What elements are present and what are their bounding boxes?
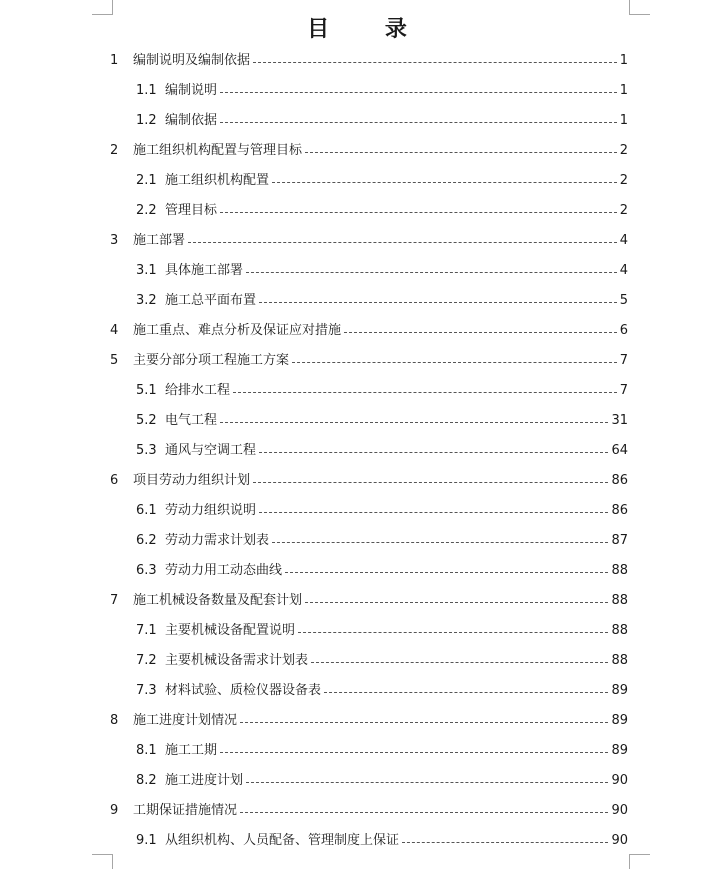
toc-entry-label: 编制说明 (165, 83, 218, 98)
toc-entry-label: 施工进度计划情况 (133, 713, 238, 728)
toc-entry[interactable] (110, 346, 628, 376)
toc-entry-number: 7.1 (136, 623, 157, 638)
toc-entry-number: 6.1 (136, 503, 157, 518)
toc-entry[interactable] (136, 286, 628, 316)
toc-entry-page: 7 (619, 353, 628, 368)
dotted-leader (253, 62, 617, 63)
toc-entry-label: 项目劳动力组织计划 (133, 473, 251, 488)
toc-entry-number: 1.2 (136, 113, 157, 128)
toc-entry[interactable] (110, 706, 628, 736)
toc-entry-label: 主要机械设备需求计划表 (165, 653, 309, 668)
toc-entry[interactable] (110, 796, 628, 826)
toc-entry-label: 给排水工程 (165, 383, 231, 398)
toc-entry-label: 通风与空调工程 (165, 443, 257, 458)
toc-entry[interactable] (136, 646, 628, 676)
toc-entry-label: 施工总平面布置 (165, 293, 257, 308)
toc-entry-label: 施工部署 (133, 233, 186, 248)
toc-entry-label: 主要机械设备配置说明 (165, 623, 296, 638)
toc-entry-page: 90 (611, 803, 628, 818)
toc-entry[interactable] (136, 616, 628, 646)
toc-entry-number: 7.3 (136, 683, 157, 698)
toc-entry-page: 88 (611, 593, 628, 608)
toc-entry-page: 86 (611, 503, 628, 518)
dotted-leader (305, 152, 617, 153)
dotted-leader (344, 332, 617, 333)
toc-entry[interactable] (136, 736, 628, 766)
toc-entry[interactable] (136, 376, 628, 406)
toc-entry-label: 施工组织机构配置 (165, 173, 270, 188)
dotted-leader (259, 452, 608, 453)
toc-entry-page: 2 (619, 143, 628, 158)
toc-entry-page: 64 (611, 443, 628, 458)
toc-entry[interactable] (136, 406, 628, 436)
dotted-leader (220, 92, 617, 93)
toc-title: 目 录 (307, 16, 431, 42)
toc-entry-number: 5 (110, 353, 119, 368)
toc-entry-number: 4 (110, 323, 119, 338)
dotted-leader (220, 122, 617, 123)
toc-entry-number: 6.2 (136, 533, 157, 548)
toc-entry-label: 劳动力组织说明 (165, 503, 257, 518)
toc-entry[interactable] (136, 526, 628, 556)
dotted-leader (220, 212, 617, 213)
toc-entry-page: 4 (619, 233, 628, 248)
dotted-leader (311, 662, 608, 663)
toc-entry-page: 2 (619, 173, 628, 188)
toc-entry-label: 劳动力需求计划表 (165, 533, 270, 548)
toc-entry-page: 90 (611, 773, 628, 788)
toc-entry-page: 88 (611, 563, 628, 578)
toc-entry-page: 90 (611, 833, 628, 848)
dotted-leader (272, 542, 608, 543)
toc-entry-label: 电气工程 (165, 413, 218, 428)
toc-entry-label: 具体施工部署 (165, 263, 244, 278)
toc-entry-page: 6 (619, 323, 628, 338)
toc-entry-label: 施工机械设备数量及配套计划 (133, 593, 303, 608)
toc-entry-page: 88 (611, 623, 628, 638)
dotted-leader (240, 812, 608, 813)
dotted-leader (324, 692, 608, 693)
toc-entry-number: 5.1 (136, 383, 157, 398)
toc-entry[interactable] (136, 106, 628, 136)
toc-entry-label: 编制依据 (165, 113, 218, 128)
toc-entry-number: 3 (110, 233, 119, 248)
toc-entry-page: 1 (619, 53, 628, 68)
toc-entry-page: 87 (611, 533, 628, 548)
toc-entry[interactable] (110, 136, 628, 166)
toc-entry-label: 施工组织机构配置与管理目标 (133, 143, 303, 158)
toc-entry[interactable] (136, 256, 628, 286)
toc-entry[interactable] (136, 436, 628, 466)
toc-entry[interactable] (136, 76, 628, 106)
toc-entry-number: 9 (110, 803, 119, 818)
toc-entry[interactable] (110, 466, 628, 496)
dotted-leader (259, 512, 608, 513)
crop-mark-bottom-left (92, 854, 113, 869)
toc-entry[interactable] (136, 166, 628, 196)
toc-entry-number: 2 (110, 143, 119, 158)
toc-entry-page: 89 (611, 743, 628, 758)
toc-entry-label: 管理目标 (165, 203, 218, 218)
dotted-leader (305, 602, 608, 603)
toc-entry-label: 工期保证措施情况 (133, 803, 238, 818)
toc-entry-label: 施工重点、难点分析及保证应对措施 (133, 323, 342, 338)
dotted-leader (272, 182, 617, 183)
dotted-leader (298, 632, 608, 633)
dotted-leader (240, 722, 608, 723)
toc-entry-number: 8 (110, 713, 119, 728)
toc-entry-number: 2.2 (136, 203, 157, 218)
toc-entry-number: 5.3 (136, 443, 157, 458)
toc-entry-page: 2 (619, 203, 628, 218)
toc-entry-number: 6.3 (136, 563, 157, 578)
toc-entry-page: 4 (619, 263, 628, 278)
toc-entry-page: 89 (611, 683, 628, 698)
toc-entry[interactable] (136, 826, 628, 856)
toc-entry-number: 6 (110, 473, 119, 488)
toc-entry-number: 3.1 (136, 263, 157, 278)
toc-entry-number: 8.2 (136, 773, 157, 788)
toc-entry-label: 施工进度计划 (165, 773, 244, 788)
toc-entry-number: 7.2 (136, 653, 157, 668)
toc-entry[interactable] (110, 46, 628, 76)
toc-entry-number: 1 (110, 53, 119, 68)
dotted-leader (259, 302, 617, 303)
toc-entry-label: 从组织机构、人员配备、管理制度上保证 (165, 833, 400, 848)
toc-entry[interactable] (136, 766, 628, 796)
dotted-leader (402, 842, 608, 843)
dotted-leader (220, 422, 608, 423)
dotted-leader (292, 362, 617, 363)
toc-entry-label: 主要分部分项工程施工方案 (133, 353, 290, 368)
toc-entry[interactable] (110, 316, 628, 346)
toc-entry[interactable] (136, 496, 628, 526)
toc-entry-label: 材料试验、质检仪器设备表 (165, 683, 322, 698)
toc-entry-label: 编制说明及编制依据 (133, 53, 251, 68)
toc-entry-number: 3.2 (136, 293, 157, 308)
toc-entry-label: 施工工期 (165, 743, 218, 758)
dotted-leader (233, 392, 617, 393)
toc-entry-page: 1 (619, 113, 628, 128)
toc-entry[interactable] (110, 586, 628, 616)
toc-entry[interactable] (136, 676, 628, 706)
toc-entry-page: 1 (619, 83, 628, 98)
dotted-leader (246, 272, 617, 273)
toc-entry-page: 31 (611, 413, 628, 428)
toc-entry-page: 86 (611, 473, 628, 488)
dotted-leader (188, 242, 617, 243)
toc-entry[interactable] (136, 556, 628, 586)
toc-entry-label: 劳动力用工动态曲线 (165, 563, 283, 578)
crop-mark-bottom-right (629, 854, 650, 869)
toc-entry[interactable] (136, 196, 628, 226)
dotted-leader (253, 482, 608, 483)
dotted-leader (246, 782, 608, 783)
toc-entry-number: 2.1 (136, 173, 157, 188)
dotted-leader (220, 752, 608, 753)
toc-entry-page: 7 (619, 383, 628, 398)
toc-entry-number: 7 (110, 593, 119, 608)
toc-entry-number: 1.1 (136, 83, 157, 98)
toc-entry-number: 8.1 (136, 743, 157, 758)
toc-entry-page: 5 (619, 293, 628, 308)
toc-entry-number: 5.2 (136, 413, 157, 428)
toc-entry-number: 9.1 (136, 833, 157, 848)
toc-entry-page: 88 (611, 653, 628, 668)
toc-entry[interactable] (110, 226, 628, 256)
dotted-leader (285, 572, 608, 573)
toc-entry-page: 89 (611, 713, 628, 728)
